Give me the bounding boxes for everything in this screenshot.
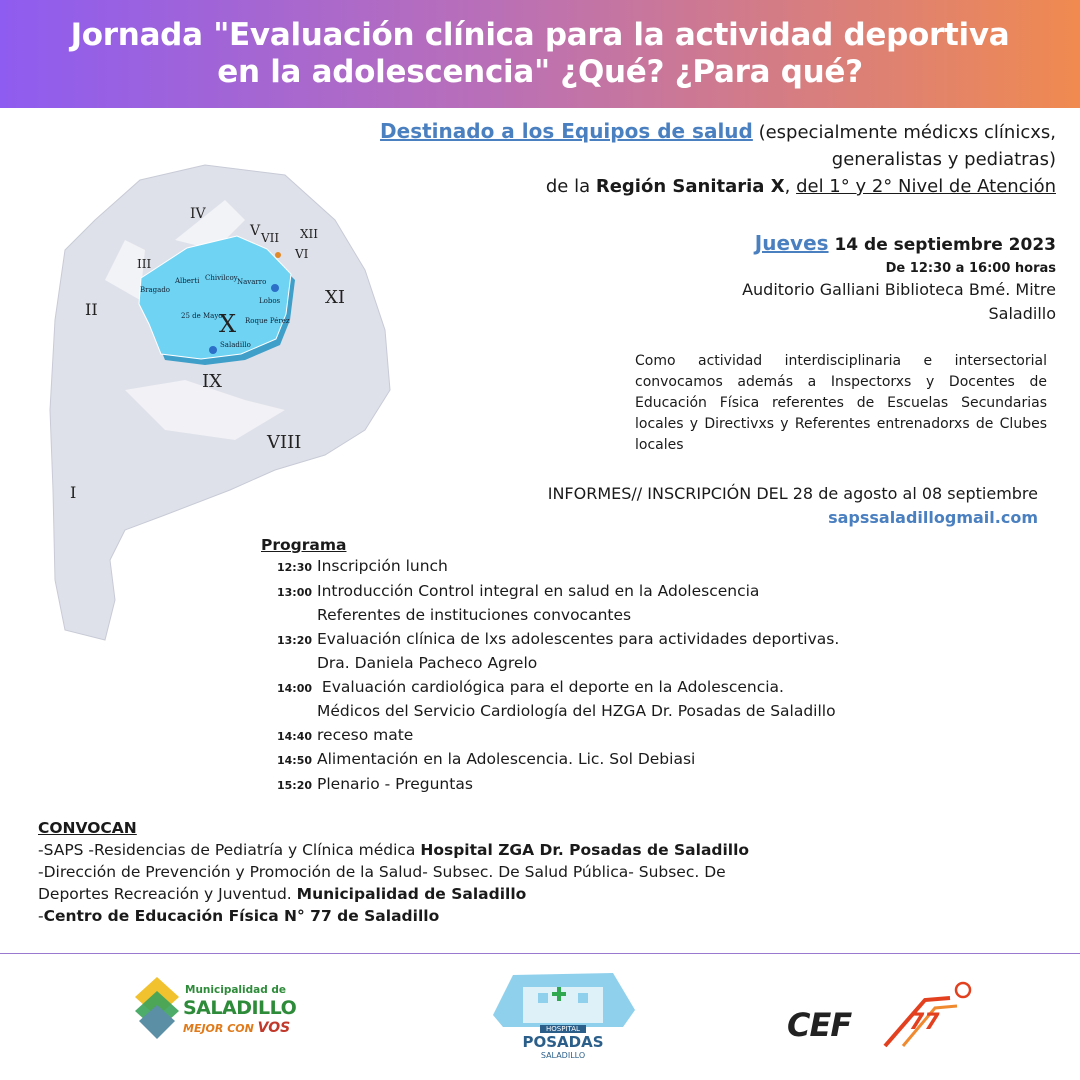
municipalidad-logo	[135, 975, 305, 1045]
map-region-label: III	[137, 257, 152, 271]
program-item	[277, 676, 961, 701]
map-place-label: 25 de Mayo	[181, 312, 223, 320]
event-date-line	[556, 228, 1056, 260]
map-place-label: Lobos	[259, 297, 281, 305]
map-place-label: Navarro	[237, 278, 267, 286]
convocan-heading: CONVOCAN	[38, 819, 137, 837]
map-marker-icon	[275, 252, 281, 258]
inscription-text: INFORMES// INSCRIPCIÓN DEL 28 de agosto al 08 septiembre	[547, 484, 1038, 503]
program-subtext: Referentes de instituciones convocantes	[317, 606, 632, 624]
program-list	[261, 555, 961, 797]
inscription-email[interactable]: sapssaladillogmail.com	[828, 508, 1038, 527]
map-place-label: Saladillo	[220, 341, 251, 349]
region-sep: ,	[784, 176, 797, 197]
program-text: Evaluación cardiológica para el deporte en la Adolescencia.	[317, 677, 784, 696]
program-item	[277, 748, 961, 773]
program-time: 13:20	[277, 633, 313, 647]
program-time: 15:20	[277, 778, 313, 792]
program-item	[277, 773, 961, 798]
event-hours: De 12:30 a 16:00 horas	[885, 261, 1056, 276]
map-region-label: IX	[202, 371, 222, 392]
muni-slogan	[183, 1020, 290, 1036]
cef-text: CEF	[787, 1006, 852, 1044]
muni-slogan-a: MEJOR CON	[183, 1022, 258, 1035]
map-region-label: II	[85, 300, 98, 319]
program-text: Evaluación clínica de lxs adolescentes para actividades deportivas.	[317, 629, 840, 648]
map-marker-icon	[209, 346, 217, 354]
event-block	[556, 228, 1056, 326]
convocan-line-3	[38, 883, 1038, 905]
convocan-org: Hospital ZGA Dr. Posadas de Saladillo	[420, 841, 750, 859]
municipalidad-diamond-icon	[135, 977, 185, 1041]
region-suffix: del 1° y 2° Nivel de Atención	[796, 176, 1056, 197]
program-item	[277, 724, 961, 749]
audience-region-line	[236, 173, 1056, 200]
program-text: Alimentación en la Adolescencia. Lic. Sol Debiasi	[317, 750, 696, 768]
program-subtext: Médicos del Servicio Cardiología del HZGA Dr. Posadas de Saladillo	[317, 702, 836, 720]
convocan-org: Municipalidad de Saladillo	[296, 885, 527, 903]
map-region-label: XII	[300, 227, 319, 241]
convocan-line-4	[38, 905, 1038, 927]
convocan-block	[38, 817, 1038, 927]
inscription-block	[338, 482, 1038, 530]
audience-lead: Destinado a los Equipos de salud	[380, 119, 753, 143]
program-time: 14:00	[277, 681, 313, 695]
program-time: 13:00	[277, 585, 313, 599]
program-item	[277, 628, 961, 653]
program-heading: Programa	[261, 536, 347, 554]
event-day: Jueves	[754, 231, 829, 255]
program-time: 14:50	[277, 754, 313, 767]
map-region-label: IV	[190, 206, 206, 222]
audience-paren-1: (especialmente médicxs clínicxs,	[752, 122, 1056, 143]
program-item	[277, 555, 961, 580]
map-region-label: VIII	[267, 432, 302, 453]
event-venue: Auditorio Galliani Biblioteca Bmé. Mitre	[742, 280, 1056, 299]
hospital-name: POSADAS	[522, 1033, 604, 1051]
map-place-label: Bragado	[140, 286, 171, 294]
page-title	[40, 17, 1040, 91]
map-region-label: VI	[295, 247, 309, 261]
muni-slogan-b: VOS	[257, 1020, 291, 1036]
cef-logo	[785, 978, 985, 1063]
title-line-1: Jornada "Evaluación clínica para la actividad deportiva	[70, 17, 1010, 53]
audience-paren-2: generalistas y pediatras)	[831, 149, 1056, 170]
convocan-line-1	[38, 839, 1038, 861]
map-marker-icon	[271, 284, 279, 292]
map-region-label: V	[250, 223, 261, 239]
hospital-logo	[483, 965, 643, 1065]
convocan-org: Centro de Educación Física N° 77 de Saladillo	[43, 907, 440, 925]
audience-block	[236, 118, 1056, 200]
program-item	[277, 580, 961, 605]
title-line-2: en la adolescencia" ¿Qué? ¿Para qué?	[217, 54, 863, 90]
hospital-small-label: HOSPITAL	[540, 1025, 586, 1033]
audience-line-1	[236, 118, 1056, 146]
convocan-line-2: -Dirección de Prevención y Promoción de la Salud- Subsec. De Salud Pública- Subsec. De	[38, 863, 726, 881]
convocan-text: -	[38, 907, 44, 925]
program-text: Plenario - Preguntas	[317, 774, 473, 793]
invite-text: Como actividad interdisciplinaria e intersectorial convocamos además a Inspectorxs y Docentes de Educación Física referentes de Escuelas Secundarias locales y Directivxs y Referentes entrenadorxs de Clubes locales	[635, 353, 1047, 453]
hospital-city: SALADILLO	[540, 1051, 586, 1060]
muni-top-text: Municipalidad de	[185, 984, 287, 996]
map-region-label: VII	[261, 231, 280, 245]
program-text: receso mate	[317, 725, 414, 744]
header-banner	[0, 0, 1080, 108]
footer-divider	[0, 953, 1080, 954]
map-place-label: Alberti	[175, 277, 200, 285]
map-region-label: X	[219, 310, 237, 338]
map-place-label: Roque Pérez	[245, 317, 290, 325]
map-region-label: XI	[325, 287, 345, 308]
map-place-label: Chivilcoy	[205, 274, 238, 282]
muni-name: SALADILLO	[183, 997, 297, 1019]
program-block	[261, 535, 961, 797]
program-time: 14:40	[277, 729, 313, 743]
event-city: Saladillo	[988, 304, 1056, 323]
region-prefix: de la	[545, 176, 596, 197]
convocan-text: Deportes Recreación y Juventud.	[38, 885, 297, 903]
program-time: 12:30	[277, 561, 313, 574]
region-name: Región Sanitaria X	[595, 176, 785, 197]
convocan-text: -SAPS -Residencias de Pediatría y Clínica médica	[38, 841, 421, 859]
program-subtext: Dra. Daniela Pacheco Agrelo	[317, 654, 538, 672]
map-region-label: I	[70, 483, 77, 502]
program-text: Inscripción lunch	[317, 557, 448, 575]
program-text: Introducción Control integral en salud en la Adolescencia	[317, 581, 760, 600]
cef-number: 77	[909, 1010, 940, 1035]
event-date: 14 de septiembre 2023	[828, 235, 1056, 255]
